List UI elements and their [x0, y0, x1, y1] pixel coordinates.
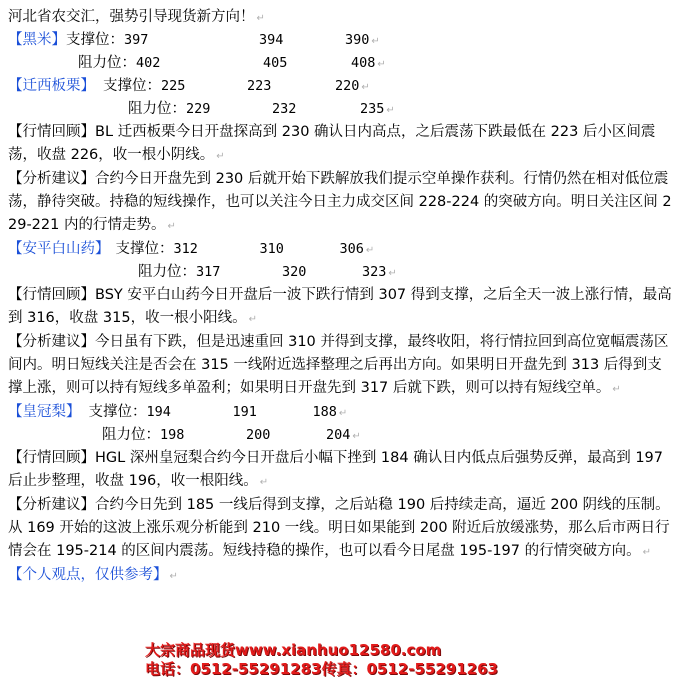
anping-advice: 【分析建议】今日虽有下跌，但是迅速重回 310 并得到支撑，最终收阳，将行情拉回到高位宽幅震荡区间内。明日短线关注是否会在 315 一线附近选择整理之后再出方向。如果明日开盘先到 313 后得到支撑上涨，则可以持有短线多单盈利；如果明日开盘先到 317 后就下跌，则可以持有短线空单。 ↵: [8, 334, 669, 396]
advice-text: 合约今日开盘先到 230 后就开始下跌解放我们提示空单操作获利。行情仍然在相对低位震荡，静待突破。持稳的短线操作，也可以关注今日主力成交区间 228-224 的突破方向。明日关注区间 229-221 内的行情走势。: [8, 171, 672, 233]
anping-review: 【行情回顾】BSY 安平白山药今日开盘后一波下跌行情到 307 得到支撑，之后全天一波上涨行情，最高到 316，收盘 315，收一根小阳线。 ↵: [8, 287, 672, 326]
huangguan-advice: 【分析建议】合约今日先到 185 一线后得到支撑，之后站稳 190 后持续走高，逼近 200 阴线的压制。从 169 开始的这波上涨乐观分析能到 210 一线。明日如果能到 200 附近后放缓涨势，那么后市两日行情会在 195-214 的区间内震荡。短线持稳的操作，也可以看今日尾盘 195-197 的行情突破方向。 ↵: [8, 497, 670, 559]
support-label: 支撑位：: [66, 32, 124, 48]
resist-value: 235: [360, 101, 385, 117]
headline: 河北省农交汇，强势引导现货新方向！ ↵: [8, 9, 265, 25]
advice-tag: 【分析建议】: [8, 171, 95, 187]
support-label: 支撑位：: [115, 241, 174, 257]
support-value: 306: [339, 241, 364, 257]
resist-value: 320: [282, 264, 307, 280]
resist-value: 200: [246, 427, 271, 443]
resist-value: 204: [326, 427, 351, 443]
resist-label: 阻力位：: [128, 101, 186, 117]
qianxi-advice: 【分析建议】合约今日开盘先到 230 后就开始下跌解放我们提示空单操作获利。行情仍然在相对低位震荡，静待突破。持稳的短线操作，也可以关注今日主力成交区间 228-224 的突破方向。明日关注区间 229-221 内的行情走势。 ↵: [8, 171, 672, 233]
anping-resist-row: 阻力位：317 320 323 ↵: [8, 261, 673, 284]
advice-tag: 【分析建议】: [8, 334, 95, 350]
support-value: 191: [232, 404, 257, 420]
support-value: 225: [161, 78, 186, 94]
support-value: 188: [312, 404, 337, 420]
resist-value: 232: [272, 101, 297, 117]
resist-value: 229: [186, 101, 211, 117]
anping-tag: 【安平白山药】: [8, 241, 110, 257]
anping-support-row: 【安平白山药】 支撑位：312 310 306 ↵: [8, 238, 673, 261]
resist-value: 405: [263, 55, 288, 71]
resist-label: 阻力位：: [78, 55, 136, 71]
heimi-tag: 【黑米】: [8, 32, 66, 48]
footer-contact: 电话：0512-55291283传真：0512-55291263: [145, 660, 498, 678]
huangguan-review: 【行情回顾】HGL 深州皇冠梨合约今日开盘后小幅下挫到 184 确认日内低点后强势反弹，最高到 197 后止步整理，收盘 196，收一根阳线。 ↵: [8, 450, 664, 489]
qianxi-resist-row: 阻力位：229 232 235 ↵: [8, 98, 673, 121]
qianxi-tag: 【迁西板栗】: [8, 78, 95, 94]
huangguan-resist-row: 阻力位：198 200 204 ↵: [8, 424, 673, 447]
review-text: BSY 安平白山药今日开盘后一波下跌行情到 307 得到支撑，之后全天一波上涨行情，最高到 316，收盘 315，收一根小阳线。: [8, 287, 672, 326]
support-value: 220: [335, 78, 360, 94]
support-value: 394: [259, 32, 284, 48]
resist-value: 408: [351, 55, 376, 71]
resist-label: 阻力位：: [102, 427, 160, 443]
heimi-resist-row: 阻力位：402 405 408 ↵: [8, 52, 673, 75]
heimi-support-row: 【黑米】支撑位：397 394 390 ↵: [8, 29, 673, 52]
review-text: BL 迁西板栗今日开盘探高到 230 确认日内高点，之后震荡下跌最低在 223 后小区间震荡，收盘 226，收一根小阴线。: [8, 124, 656, 163]
review-tag: 【行情回顾】: [8, 287, 95, 303]
closing-note: 【个人观点，仅供参考】 ↵: [8, 567, 178, 583]
advice-text: 合约今日先到 185 一线后得到支撑，之后站稳 190 后持续走高，逼近 200 阴线的压制。从 169 开始的这波上涨乐观分析能到 210 一线。明日如果能到 200 附近后放缓涨势，那么后市两日行情会在 195-214 的区间内震荡。短线持稳的操作，也可以看今日尾盘 195-197 的行情突破方向。: [8, 497, 670, 559]
support-label: 支撑位：: [103, 78, 161, 94]
support-value: 194: [146, 404, 171, 420]
support-value: 223: [247, 78, 272, 94]
watermark-footer: [145, 641, 565, 679]
advice-text: 今日虽有下跌，但是迅速重回 310 并得到支撑，最终收阳，将行情拉回到高位宽幅震荡区间内。明日短线关注是否会在 315 一线附近选择整理之后再出方向。如果明日开盘先到 313 后得到支撑上涨，则可以持有短线多单盈利；如果明日开盘先到 317 后就下跌，则可以持有短线空单。: [8, 334, 669, 396]
huangguan-support-row: 【皇冠梨】 支撑位：194 191 188 ↵: [8, 401, 673, 424]
huangguan-tag: 【皇冠梨】: [8, 404, 81, 420]
footer-site: 大宗商品现货www.xianhuo12580.com: [145, 641, 442, 659]
document-body: [8, 6, 673, 587]
resist-value: 323: [362, 264, 387, 280]
support-value: 390: [345, 32, 370, 48]
resist-value: 317: [196, 264, 221, 280]
qianxi-review: 【行情回顾】BL 迁西板栗今日开盘探高到 230 确认日内高点，之后震荡下跌最低在 223 后小区间震荡，收盘 226，收一根小阴线。 ↵: [8, 124, 656, 163]
support-value: 397: [124, 32, 149, 48]
qianxi-support-row: 【迁西板栗】 支撑位：225 223 220 ↵: [8, 75, 673, 98]
resist-value: 198: [160, 427, 185, 443]
support-value: 312: [173, 241, 198, 257]
resist-label: 阻力位：: [138, 264, 196, 280]
resist-value: 402: [136, 55, 161, 71]
support-label: 支撑位：: [88, 404, 147, 420]
review-tag: 【行情回顾】: [8, 124, 95, 140]
review-tag: 【行情回顾】: [8, 450, 95, 466]
support-value: 310: [259, 241, 284, 257]
review-text: HGL 深州皇冠梨合约今日开盘后小幅下挫到 184 确认日内低点后强势反弹，最高到 197 后止步整理，收盘 196，收一根阳线。: [8, 450, 664, 489]
advice-tag: 【分析建议】: [8, 497, 95, 513]
